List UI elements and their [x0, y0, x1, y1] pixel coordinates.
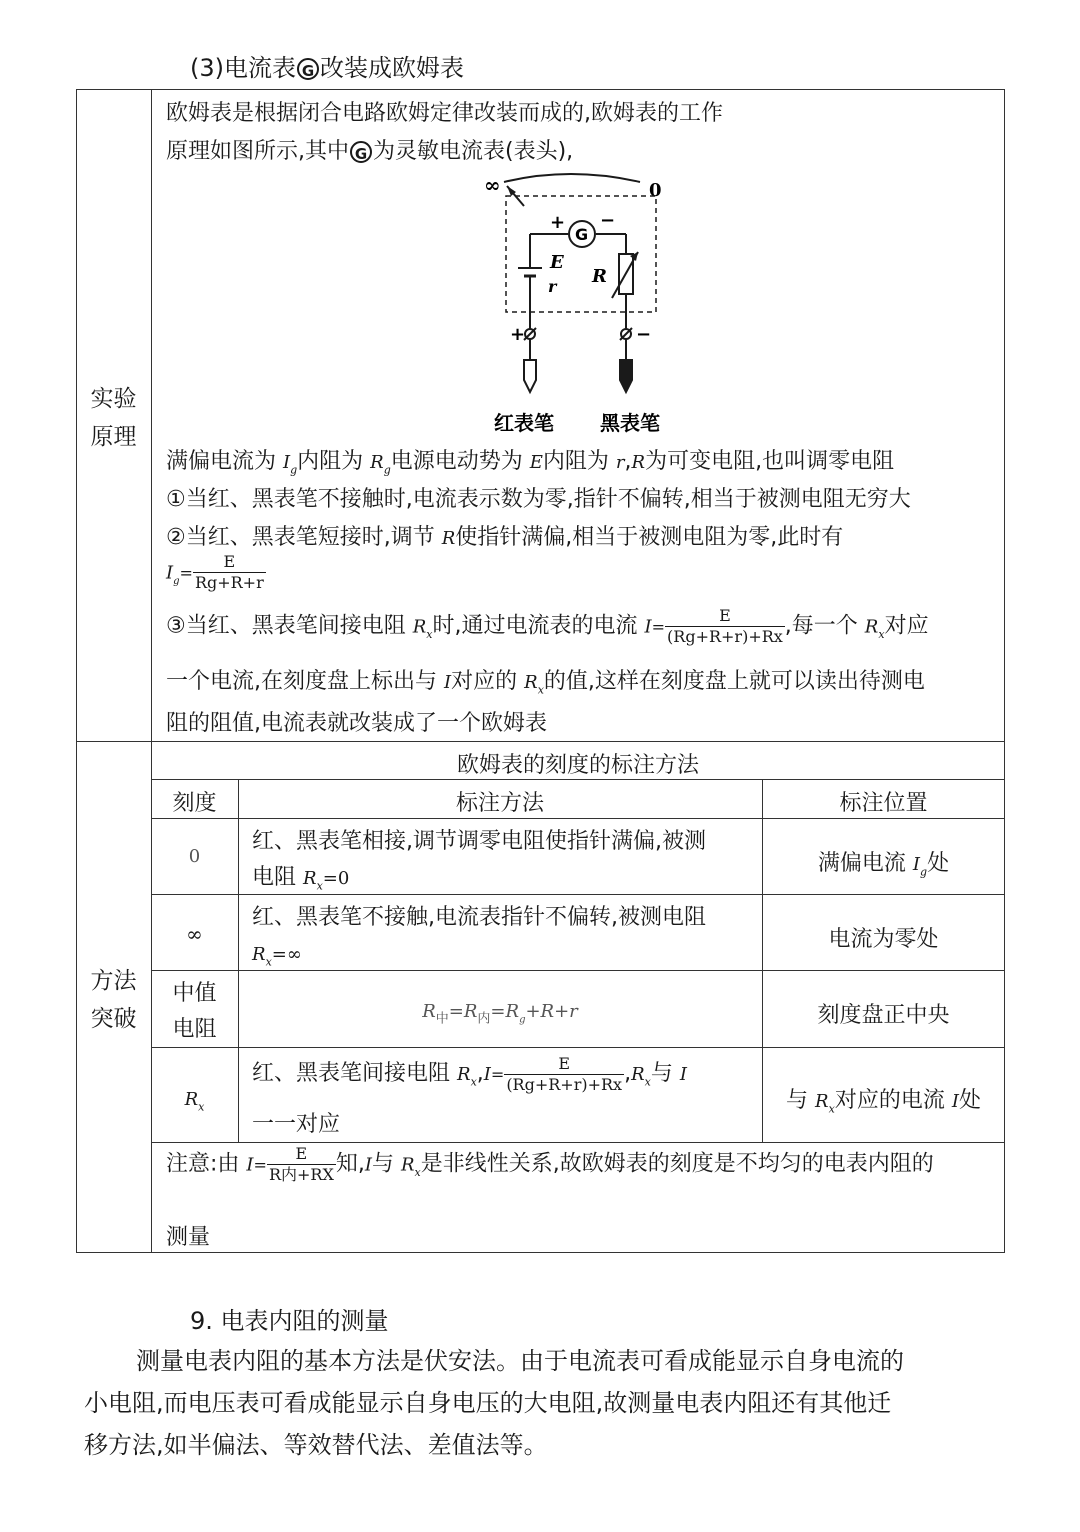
text: 电阻 — [172, 1017, 217, 1042]
text: ③当红、黑表笔间接电阻 — [166, 613, 413, 639]
var: I — [166, 562, 174, 584]
black-pen-label: 黑表笔 — [600, 411, 660, 435]
header-position: 标注位置 — [839, 791, 928, 816]
internal-resistance-label: r — [548, 277, 557, 296]
table-title: 欧姆表的刻度的标注方法 — [456, 753, 699, 778]
text: 内阻为 — [297, 449, 371, 474]
method-zero — [252, 824, 706, 904]
formula-full-scale — [166, 552, 266, 593]
text: 是非线性关系,故欧姆表的刻度是不均匀的电表内阻的 — [420, 1151, 934, 1177]
sub: x — [265, 955, 272, 969]
note-line-2: 测量 — [166, 1225, 211, 1250]
red-probe — [524, 360, 536, 392]
var: R — [631, 452, 646, 473]
scale-arc — [504, 174, 640, 182]
var: R — [400, 1154, 415, 1176]
sub: x — [537, 683, 544, 697]
eq: = — [651, 617, 666, 637]
text: 的值,这样在刻度盘上就可以读出待测电 — [543, 669, 925, 694]
numerator: E — [223, 552, 236, 571]
var: R — [252, 944, 266, 965]
sub: x — [878, 627, 885, 641]
text-line — [252, 860, 706, 904]
label-line: 突破 — [90, 1006, 137, 1032]
note-line — [166, 1144, 934, 1185]
var: I — [644, 616, 652, 638]
fraction — [193, 552, 266, 593]
resistor-label: R — [592, 266, 607, 287]
denominator: R内+RX — [268, 1165, 334, 1184]
var: I — [679, 1064, 687, 1085]
var: I — [283, 452, 291, 473]
text: , — [624, 1061, 632, 1086]
denominator: (Rg+R+r)+Rx — [667, 627, 783, 646]
scale-zero: 0 — [188, 846, 201, 867]
label-line: 方法 — [90, 968, 137, 994]
sub: x — [316, 879, 323, 893]
text: 与 — [371, 1151, 401, 1177]
minus-sign: − — [600, 210, 616, 231]
infinity-mark: ∞ — [484, 173, 501, 197]
text: 一个电流,在刻度盘上标出与 — [166, 669, 444, 694]
principle-line-a — [166, 444, 894, 476]
scale-infinity: ∞ — [186, 922, 203, 946]
ohmmeter-circuit-diagram — [470, 168, 700, 440]
eq: = — [179, 563, 193, 583]
sub: x — [414, 1165, 421, 1179]
fraction — [267, 1144, 336, 1185]
text: 处 — [927, 851, 950, 876]
var: R — [815, 1091, 829, 1112]
sub: x — [470, 1075, 477, 1089]
numerator: E — [719, 606, 731, 625]
denominator: Rg+R+r — [194, 573, 264, 592]
row-label-method — [76, 962, 151, 1038]
section-heading — [190, 48, 464, 83]
text-line — [252, 1048, 687, 1108]
scale-mid-resistance — [151, 976, 238, 1048]
sub: x — [426, 627, 433, 641]
grid-line — [151, 818, 1005, 819]
var: R — [412, 616, 427, 638]
var: I — [951, 1091, 959, 1112]
sub: g — [920, 865, 928, 879]
principle-line-f: 阻的阻值,电流表就改装成了一个欧姆表 — [166, 711, 547, 736]
text: 与 — [786, 1088, 816, 1113]
zero-mark: 0 — [649, 180, 662, 201]
numerator: E — [295, 1144, 308, 1163]
text: 时,通过电流表的电流 — [432, 613, 645, 639]
var: I — [444, 672, 452, 693]
numerator: E — [558, 1053, 571, 1073]
text: 原理如图所示,其中 — [166, 139, 349, 164]
text: 知, — [335, 1151, 365, 1177]
text: ,每一个 — [784, 613, 865, 639]
var: +R+r — [525, 1001, 578, 1022]
header-method: 标注方法 — [455, 791, 544, 816]
emf-label: E — [550, 252, 564, 273]
heading-suffix: 改装成欧姆表 — [320, 54, 464, 82]
black-probe — [620, 360, 632, 392]
text: =∞ — [271, 944, 302, 965]
grid-line — [238, 779, 239, 1142]
header-scale: 刻度 — [172, 791, 217, 816]
var: R — [631, 1064, 645, 1085]
text: , — [476, 1061, 484, 1086]
label-line: 原理 — [90, 424, 137, 450]
text: 内阻为 — [542, 449, 616, 474]
heading-prefix: (3)电流表 — [190, 54, 296, 82]
intro-line-2 — [166, 134, 573, 165]
galvanometer-letter: G — [575, 225, 589, 244]
sub: g — [383, 463, 391, 477]
denominator: (Rg+R+r)+Rx — [506, 1074, 623, 1094]
text: 使指针满偏,相当于被测电阻为零,此时有 — [455, 525, 844, 550]
text: 对应的电流 — [834, 1088, 952, 1113]
minus-sign: − — [636, 324, 652, 345]
row-label-principle — [76, 380, 151, 456]
principle-line-c — [166, 520, 843, 551]
fraction — [665, 606, 785, 647]
text: 满偏电流为 — [166, 449, 283, 474]
var: E — [529, 452, 543, 473]
text: 为可变电阻,也叫调零电阻 — [645, 449, 895, 474]
paragraph-line: 移方法,如半偏法、等效替代法、差值法等。 — [84, 1431, 548, 1459]
sub: x — [828, 1102, 835, 1116]
label-column-divider — [151, 89, 152, 1253]
plus-sign: + — [510, 324, 526, 345]
galvanometer-icon: G — [297, 58, 319, 80]
text: 与 — [650, 1061, 680, 1086]
fraction — [504, 1054, 624, 1095]
text: 电源电动势为 — [390, 449, 530, 474]
plus-sign: + — [550, 212, 566, 233]
text: 红、黑表笔相接,调节调零电阻使指针满偏,被测 — [252, 829, 706, 854]
text: 满偏电流 — [817, 851, 913, 876]
method-infinity — [252, 900, 706, 980]
text: 对应 — [884, 613, 929, 639]
intro-line-1: 欧姆表是根据闭合电路欧姆定律改装而成的,欧姆表的工作 — [166, 101, 723, 126]
text: 处 — [958, 1088, 981, 1113]
method-mid-resistance — [238, 998, 762, 1026]
sub: g — [173, 575, 180, 587]
principle-line-b: ①当红、黑表笔不接触时,电流表示数为零,指针不偏转,相当于被测电阻无穷大 — [166, 487, 911, 512]
grid-line — [151, 779, 1005, 780]
position-zero — [762, 846, 1005, 878]
text: 红、黑表笔间接电阻 — [252, 1061, 457, 1086]
var: R — [441, 528, 456, 549]
red-pen-label: 红表笔 — [494, 411, 554, 435]
var: R — [370, 452, 384, 473]
method-rx — [252, 1048, 687, 1142]
text: , — [624, 449, 632, 474]
text: 电阻 — [252, 865, 303, 890]
section-9-title: 9. 电表内阻的测量 — [190, 1307, 389, 1335]
var: =R — [448, 1001, 478, 1022]
text: =0 — [322, 868, 350, 889]
position-mid-resistance: 刻度盘正中央 — [817, 1003, 950, 1028]
paragraph-line: 小电阻,而电压表可看成能显示自身电压的大电阻,故测量电表内阻还有其他迁 — [84, 1389, 892, 1417]
text: 为灵敏电流表(表头), — [373, 139, 574, 164]
text: 中值 — [172, 981, 217, 1006]
principle-line-d — [166, 606, 929, 647]
text: ②当红、黑表笔短接时,调节 — [166, 525, 442, 550]
position-infinity: 电流为零处 — [828, 927, 939, 952]
label-line: 实验 — [90, 386, 137, 412]
var: =R — [490, 1001, 520, 1022]
text: 注意:由 — [166, 1151, 247, 1177]
principle-line-e — [166, 664, 925, 696]
eq: = — [253, 1155, 267, 1175]
var: R — [303, 868, 317, 889]
var: R — [524, 672, 538, 693]
var: I — [483, 1064, 491, 1085]
var: r — [615, 452, 625, 473]
position-rx — [762, 1083, 1005, 1115]
eq: = — [490, 1065, 505, 1084]
var: R — [422, 1001, 436, 1022]
text: 红、黑表笔不接触,电流表指针不偏转,被测电阻 — [252, 905, 706, 930]
sub: g — [519, 1014, 526, 1026]
paragraph-line: 测量电表内阻的基本方法是伏安法。由于电流表可看成能显示自身电流的 — [136, 1347, 904, 1375]
var: I — [246, 1154, 254, 1176]
var: I — [912, 854, 921, 875]
galvanometer-icon: G — [350, 141, 372, 163]
text-line — [252, 936, 706, 980]
var: I — [364, 1154, 372, 1176]
var: R — [184, 1089, 199, 1110]
var: R — [457, 1064, 471, 1085]
row-divider — [76, 741, 1005, 742]
sub: g — [290, 463, 298, 477]
sub: x — [644, 1075, 651, 1089]
text: 一一对应 — [252, 1112, 341, 1138]
scale-rx — [151, 1086, 238, 1113]
sub: x — [198, 1100, 205, 1114]
sub: 中 — [435, 1011, 449, 1027]
text: 对应的 — [451, 669, 525, 694]
var: R — [864, 616, 879, 638]
sub: 内 — [477, 1011, 491, 1027]
